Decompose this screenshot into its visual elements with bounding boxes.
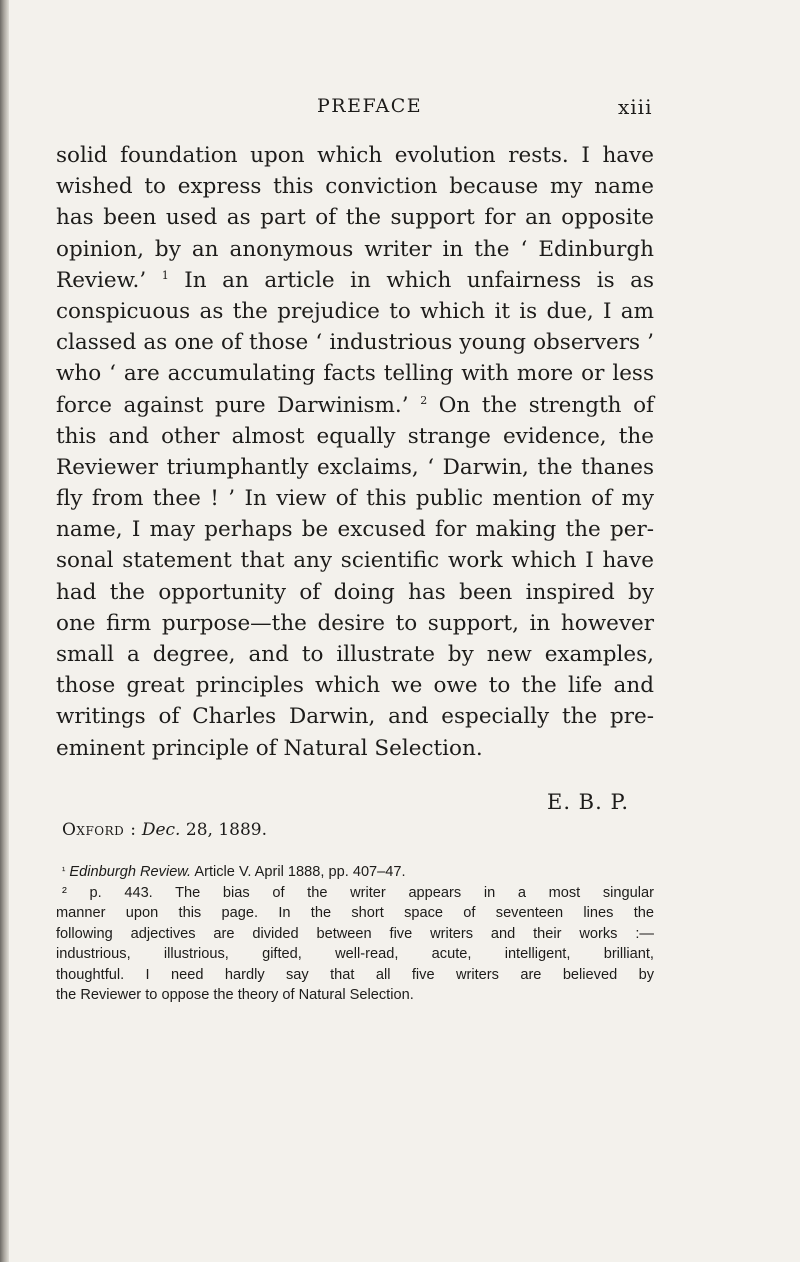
body-line: small a degree, and to illustrate by new examples,	[56, 642, 654, 667]
page-binding-edge	[0, 0, 9, 1262]
page-number: xiii	[618, 95, 653, 119]
body-text	[56, 140, 654, 764]
dateline-place: Oxford :	[62, 820, 137, 840]
dateline-month: Dec.	[141, 820, 181, 840]
body-line: Review.’ $^1$ In an article in which unfairness is as	[56, 267, 654, 293]
footnote-1-text: Article V. April 1888, pp. 407–47.	[194, 864, 406, 880]
body-line: opinion, by an anonymous writer in the ‘ Edinburgh	[56, 236, 654, 262]
body-line: had the opportunity of doing has been inspired by	[56, 579, 654, 605]
body-line: wished to express this conviction because my name	[56, 174, 654, 200]
dateline	[62, 820, 267, 840]
footnote-1-source: Edinburgh Review.	[69, 864, 192, 880]
body-line: sonal statement that any scientific work which I have	[56, 548, 654, 574]
body-line: conspicuous as the prejudice to which it is due, I am	[56, 298, 654, 324]
author-signature: E. B. P.	[547, 790, 630, 814]
dateline-date: 28, 1889.	[185, 820, 267, 840]
body-line: Reviewer triumphantly exclaims, ‘ Darwin, the thanes	[56, 454, 654, 480]
body-line: fly from thee ! ’ In view of this public mention of my	[56, 486, 654, 512]
footnote-reference: 1	[161, 268, 169, 282]
footnote-reference: 2	[420, 393, 428, 407]
footnote-2-line: following adjectives are divided between five writers and their works :—	[56, 925, 654, 942]
body-line: has been used as part of the support for an opposite	[56, 205, 654, 231]
footnotes	[56, 862, 654, 1006]
body-line: classed as one of those ‘ industrious young observers ’	[56, 330, 654, 356]
body-line: those great principles which we owe to the life and	[56, 673, 654, 699]
body-line: who ‘ are accumulating facts telling with more or less	[56, 361, 654, 387]
footnote-2-line: ² p. 443. The bias of the writer appears in a most singular	[62, 884, 654, 901]
footnote-2-line: manner upon this page. In the short space of seventeen lines the	[56, 905, 654, 921]
footnote-2-line: industrious, illustrious, gifted, well-read, acute, intelligent, brilliant,	[56, 946, 654, 962]
running-title: PREFACE	[317, 95, 423, 117]
footnote-1	[56, 862, 654, 883]
body-line: solid foundation upon which evolution rests. I have	[56, 143, 654, 168]
footnote-2-line: the Reviewer to oppose the theory of Natural Selection.	[56, 987, 414, 1003]
running-header	[0, 95, 800, 125]
body-line: one firm purpose—the desire to support, in however	[56, 610, 654, 636]
body-line: eminent principle of Natural Selection.	[56, 735, 483, 761]
footnote-1-marker: ¹	[62, 866, 66, 877]
footnote-2-line: thoughtful. I need hardly say that all five writers are believed by	[56, 966, 654, 983]
body-line: force against pure Darwinism.’ $^2$ On the strength of	[56, 392, 654, 418]
body-line: writings of Charles Darwin, and especially the pre-	[56, 704, 654, 730]
body-line: this and other almost equally strange evidence, the	[56, 423, 654, 449]
body-line: name, I may perhaps be excused for making the per-	[56, 517, 654, 543]
